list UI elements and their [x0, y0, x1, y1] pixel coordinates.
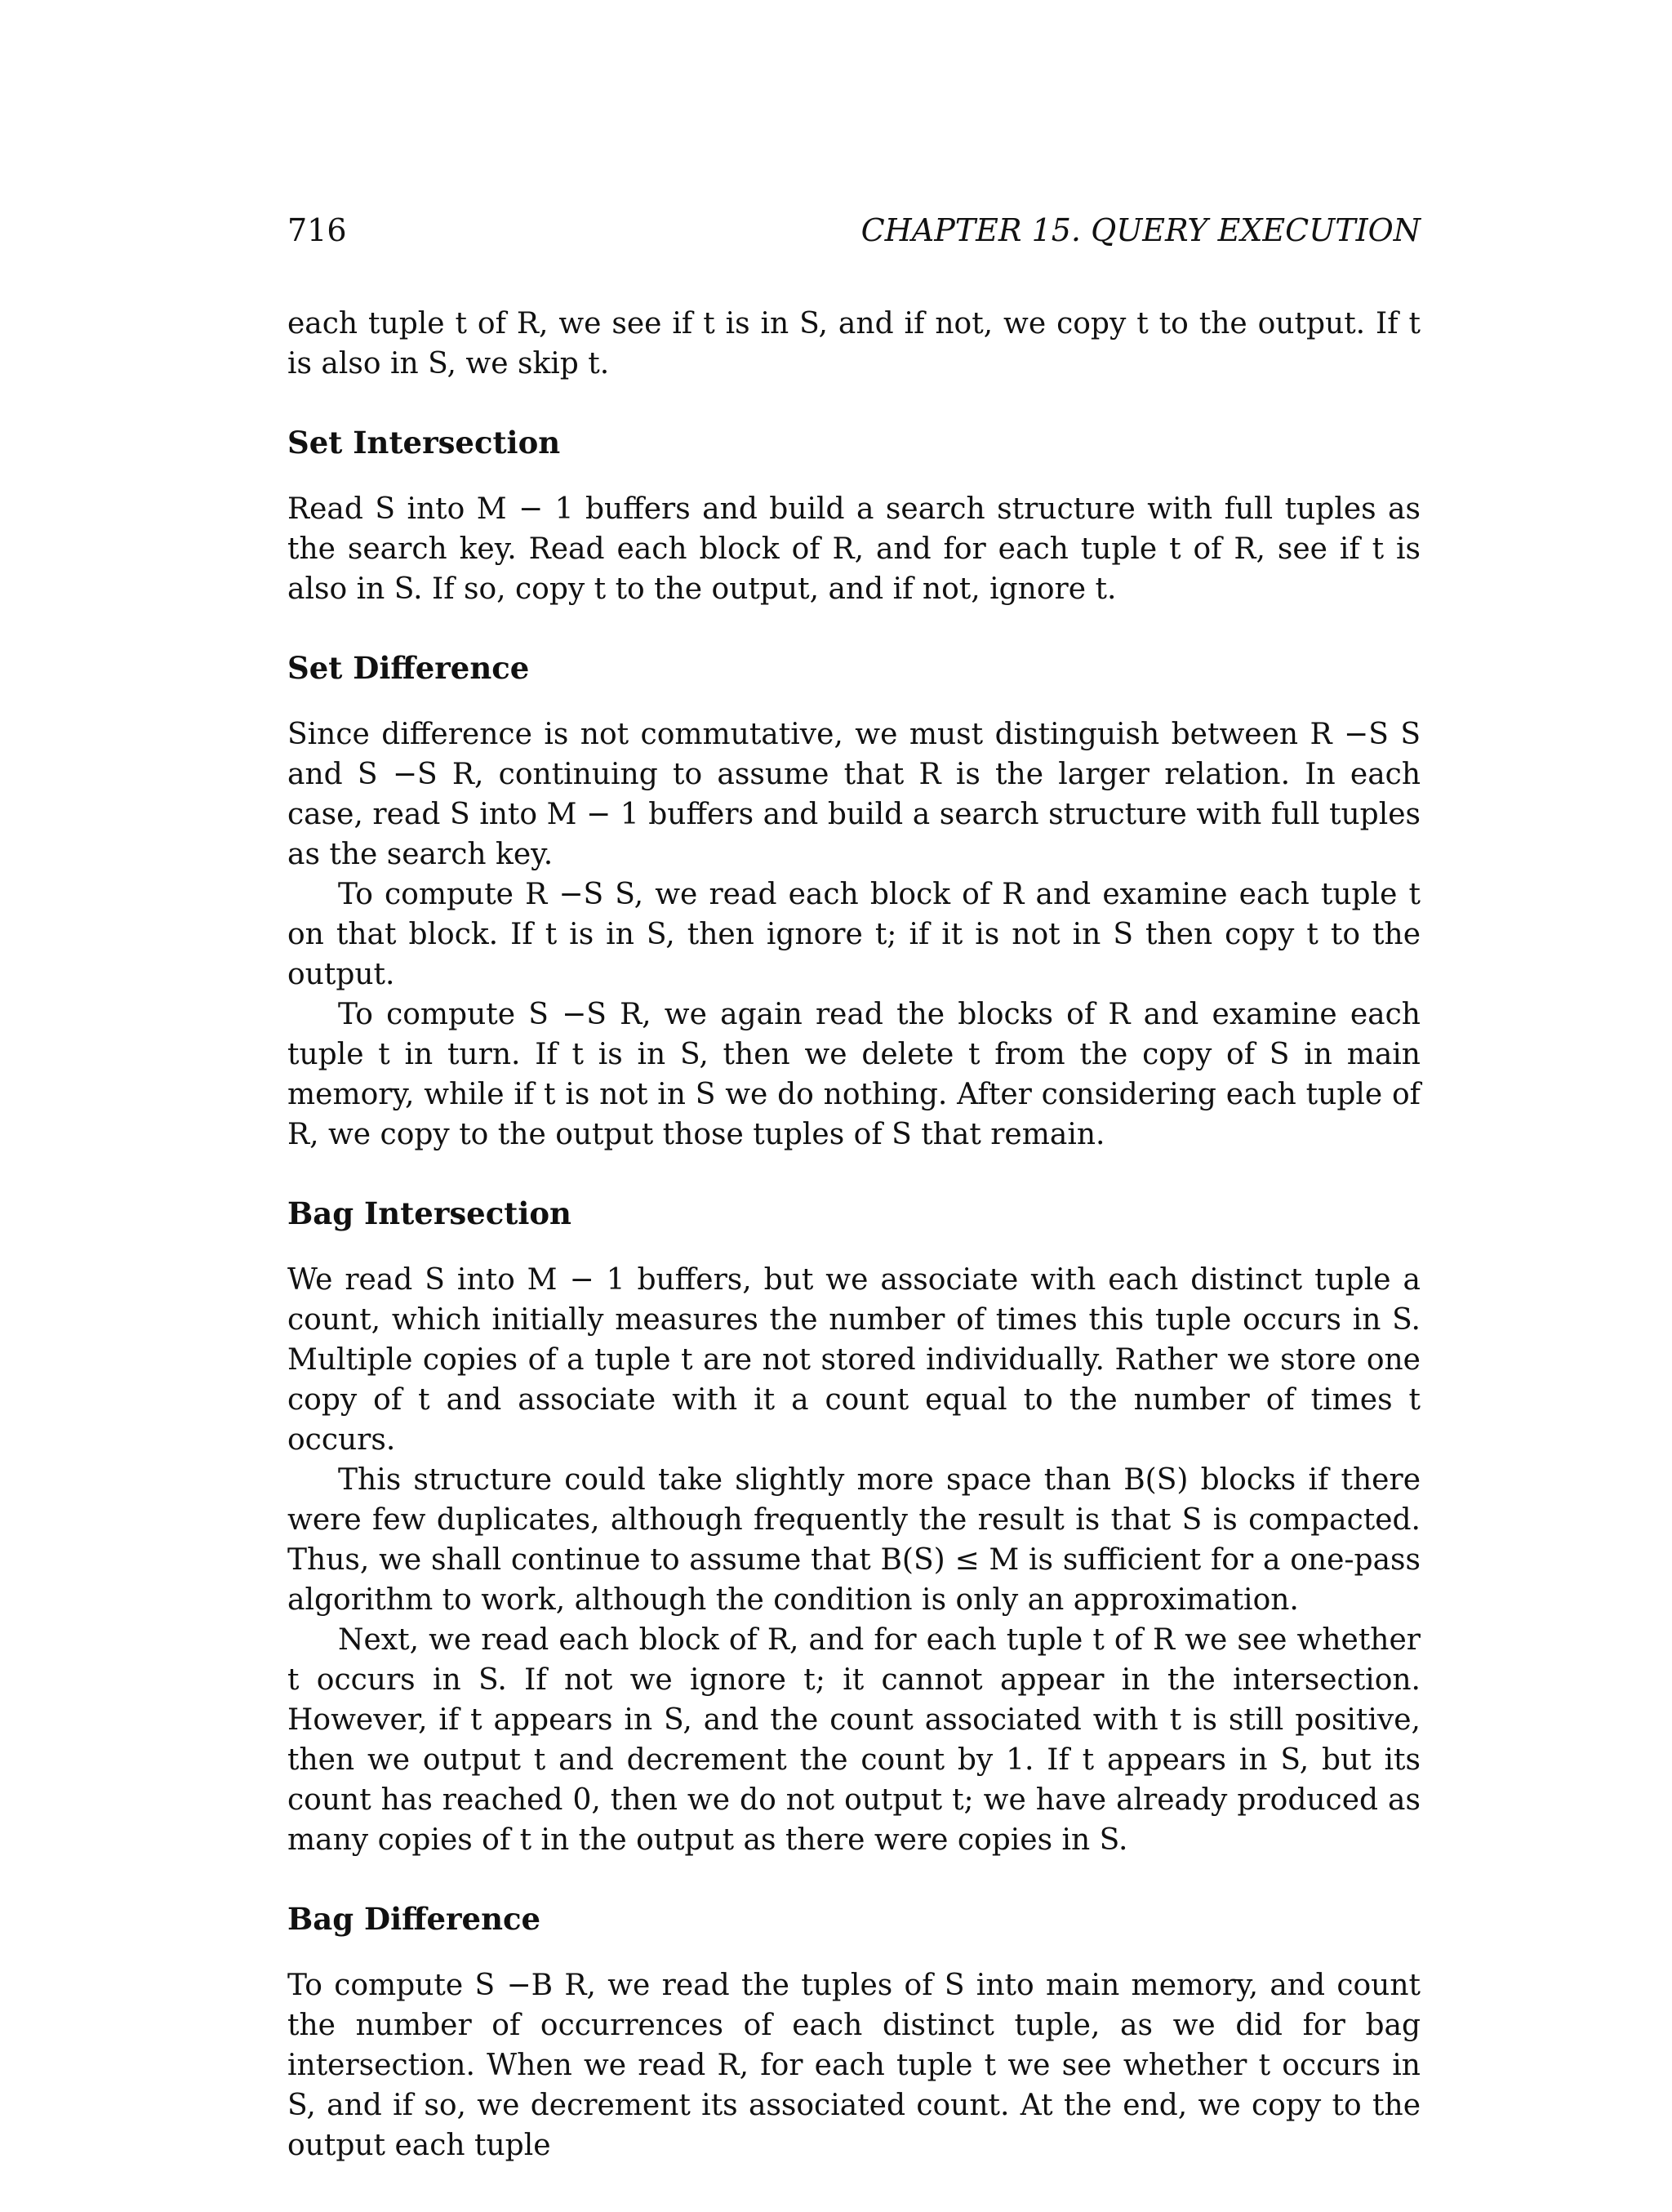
section-heading-bag-intersection: Bag Intersection: [287, 1195, 571, 1231]
paragraph: To compute S −B R, we read the tuples of S into main memory, and count the number of occurrences of each distinct tuple, as we did for bag intersection. When we read R, for each tuple t we see whether t occurs in S, and if so, we decrement its associated count. At the end, we copy to the output each tuple: [287, 1969, 1421, 2162]
section-heading-bag-difference: Bag Difference: [287, 1901, 541, 1937]
paragraph: This structure could take slightly more space than B(S) blocks if there were few duplicates, although frequently the result is that S is compacted. Thus, we shall continue to assume that B(S) ≤ M is sufficient for a one-pass algorithm to work, although the condition is only an approximation.: [287, 1463, 1421, 1617]
section-heading-set-difference: Set Difference: [287, 650, 530, 686]
page-body: [287, 304, 1421, 2165]
page-header: [287, 206, 1421, 255]
paragraph: To compute R −S S, we read each block of R and examine each tuple t on that block. If t is in S, then ignore t; if it is not in S then copy t to the output.: [287, 878, 1421, 991]
section-heading-set-intersection: Set Intersection: [287, 425, 561, 461]
paragraph: Read S into M − 1 buffers and build a search structure with full tuples as the search key. Read each block of R, and for each tuple t of R, see if t is also in S. If so, copy t to the output, and if not, ignore t.: [287, 492, 1421, 606]
paragraph: Since difference is not commutative, we must distinguish between R −S S and S −S R, continuing to assume that R is the larger relation. In each case, read S into M − 1 buffers and build a search structure with full tuples as the search key.: [287, 718, 1421, 871]
paragraph: We read S into M − 1 buffers, but we associate with each distinct tuple a count, which initially measures the number of times this tuple occurs in S. Multiple copies of a tuple t are not stored individually. Rather we store one copy of t and associate with it a count equal to the number of times t occurs.: [287, 1263, 1421, 1457]
paragraph: each tuple t of R, we see if t is in S, and if not, we copy t to the output. If t is also in S, we skip t.: [287, 307, 1421, 381]
paragraph: To compute S −S R, we again read the blocks of R and examine each tuple t in turn. If t is in S, then we delete t from the copy of S in main memory, while if t is not in S we do nothing. After considering each tuple of R, we copy to the output those tuples of S that remain.: [287, 998, 1421, 1151]
running-head: CHAPTER 15. QUERY EXECUTION: [860, 212, 1421, 248]
paragraph: Next, we read each block of R, and for each tuple t of R we see whether t occurs in S. If not we ignore t; it cannot appear in the intersection. However, if t appears in S, and the count associated with t is still positive, then we output t and decrement the count by 1. If t appears in S, but its count has reached 0, then we do not output t; we have already produced as many copies of t in the output as there were copies in S.: [287, 1623, 1421, 1857]
page-number: 716: [287, 212, 347, 248]
